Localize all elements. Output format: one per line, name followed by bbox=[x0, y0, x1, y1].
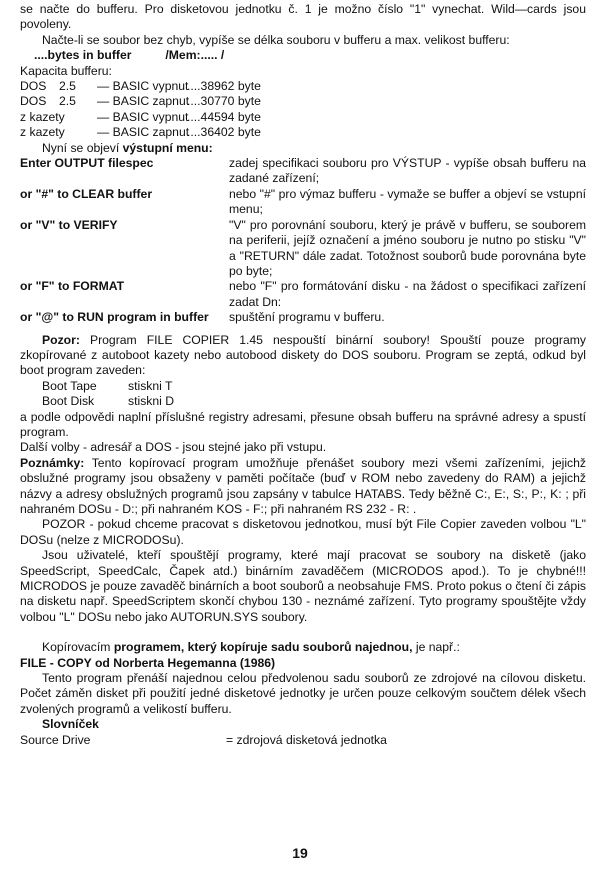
capacity-value: ....44594 byte bbox=[187, 109, 261, 124]
menu-option bbox=[20, 187, 586, 218]
capacity-basic: — BASIC zapnut bbox=[97, 125, 190, 140]
menu-option-key: or "#" to CLEAR buffer bbox=[20, 186, 153, 201]
bytes-in-buffer-line: ....bytes in buffer /Mem:..... / bbox=[34, 48, 225, 63]
menu-option-key: or "V" to VERIFY bbox=[20, 217, 118, 232]
dictionary-row bbox=[20, 733, 586, 748]
boot-option bbox=[20, 379, 586, 394]
dalsi-volby-line: Další volby - adresář a DOS - jsou stejné jako při vstupu. bbox=[20, 440, 327, 455]
menu-option bbox=[20, 279, 586, 310]
pozor-paragraph bbox=[20, 333, 586, 379]
menu-intro-text: Nyní se objeví bbox=[42, 140, 123, 155]
dictionary-definition: = zdrojová disketová jednotka bbox=[226, 732, 387, 747]
capacity-version: 2.5 bbox=[59, 79, 76, 94]
kopirovani-intro bbox=[20, 640, 586, 655]
after-boot-paragraph: a podle odpovědi naplní příslušné registry adresami, přesune obsah bufferu na správné adresy a spustí program. bbox=[20, 409, 586, 439]
pozor-disk-paragraph: POZOR - pokud chceme pracovat s disketovou jednotkou, musí být File Copier zaveden volbou "L" DOSu (nelze z MICRODOSu). bbox=[20, 517, 586, 547]
capacity-source: z kazety bbox=[20, 109, 65, 124]
intro-paragraph: se načte do bufferu. Pro disketovou jednotku č. 1 je možno číslo "1" vynechat. Wild—cards jsou povoleny. bbox=[20, 2, 586, 32]
menu-option-key: Enter OUTPUT filespec bbox=[20, 156, 154, 171]
users-paragraph: Jsou uživatelé, kteří spouštějí programy, které mají pracovat se soubory na disketě (jako SpeedScript, SpeedCalc, Čapek atd.) binárním zavaděčem (MICRODOS apod.). To je chybné!!! MICRODOS je pouze zavaděč binárních a boot souborů a neobsahuje FMS. Proto pokus o čtení či zápis na disketu např. SpeedScriptem skončí chybou 130 - neznámé zařízení. Tyto programy spouštějte vždy volbou "L" DOSu nebo jako AUTORUN.SYS soubory. bbox=[20, 548, 586, 624]
file-copy-heading: FILE - COPY od Norberta Hegemanna (1986) bbox=[20, 655, 276, 670]
boot-option bbox=[20, 394, 586, 409]
dictionary-term: Source Drive bbox=[20, 732, 91, 747]
menu-option bbox=[20, 218, 586, 280]
menu-option-key: or "@" to RUN program in buffer bbox=[20, 310, 209, 325]
capacity-label: Kapacita bufferu: bbox=[20, 63, 112, 78]
capacity-source: z kazety bbox=[20, 125, 65, 140]
output-menu bbox=[20, 156, 586, 325]
kopirovani-text: Kopírovacím bbox=[42, 640, 114, 655]
slovnicek-heading: Slovníček bbox=[42, 717, 99, 732]
capacity-basic: — BASIC zapnut bbox=[97, 94, 190, 109]
poznamky-text: Tento kopírovací program umožňuje přenášet soubory mezi všemi zařízeními, jejichž obslužné programy jsou obsaženy v paměti počítače (buď v ROM nebo zavedeny do RAM) a jejichž názvy a adresy obslužných programů jsou zapsány v tabulce HATABS. Tedy běžně C:, E:, S:, P:, K: ; při nahraném DOSu - D:; při nahraném KOS - F:; při nahraném RS 232 - R: . bbox=[20, 455, 586, 516]
menu-option-desc: zadej specifikaci souboru pro VÝSTUP - vypíše obsah bufferu na zadané zařízení; bbox=[229, 156, 586, 186]
menu-option-desc: spuštění programu v bufferu. bbox=[229, 310, 385, 325]
file-copy-paragraph: Tento program přenáší najednou celou předvolenou sadu souborů ze zdrojové na cílovou disketu. Počet záměn disket při použití jedné disketové jednotky je určen pouze celkovým součtem délek všech zvolených programů a velikostí bufferu. bbox=[20, 671, 586, 716]
document-page bbox=[20, 2, 586, 748]
pozor-label: Pozor: bbox=[42, 332, 80, 347]
capacity-source: DOS bbox=[20, 94, 47, 109]
poznamky-paragraph bbox=[20, 456, 586, 518]
capacity-basic: — BASIC vypnut bbox=[97, 79, 189, 94]
capacity-version: 2.5 bbox=[59, 94, 76, 109]
pozor-text: Program FILE COPIER 1.45 nespouští binární soubory! Spouští pouze programy zkopírované z autoboot kazety nebo autobood diskety do DOS souboru. Program se zeptá, odkud byl boot program zaveden: bbox=[20, 332, 586, 378]
menu-option bbox=[20, 156, 586, 187]
menu-option-desc: "V" pro porovnání souboru, který je právě v bufferu, se souborem na periferii, jejíž označení a jméno souboru je nutno po stisku "V" a "RETURN" dále zadat. Totožnost souborů bude porovnána byte po byte; bbox=[229, 217, 586, 278]
intro-paragraph-2: Načte-li se soubor bez chyb, vypíše se délka souboru v bufferu a max. velikost bufferu: bbox=[42, 32, 510, 47]
capacity-row bbox=[20, 125, 586, 140]
capacity-value: ....36402 byte bbox=[187, 125, 261, 140]
capacity-value: ....38962 byte bbox=[187, 79, 261, 94]
capacity-source: DOS bbox=[20, 79, 47, 94]
boot-option-name: Boot Tape bbox=[42, 378, 97, 393]
capacity-row bbox=[20, 79, 586, 94]
capacity-table bbox=[20, 79, 586, 141]
menu-intro bbox=[20, 141, 586, 156]
capacity-basic: — BASIC vypnut bbox=[97, 109, 189, 124]
menu-option bbox=[20, 310, 586, 325]
capacity-value: ....30770 byte bbox=[187, 94, 261, 109]
kopirovani-bold: programem, který kopíruje sadu souborů najednou, bbox=[113, 640, 413, 655]
capacity-row bbox=[20, 94, 586, 109]
menu-option-key: or "F" to FORMAT bbox=[20, 279, 125, 294]
page-number: 19 bbox=[292, 845, 308, 861]
menu-option-desc: nebo "F" pro formátování disku - na žádost o specifikaci zařízení zadat Dn: bbox=[229, 279, 586, 309]
boot-option-name: Boot Disk bbox=[42, 394, 95, 409]
capacity-row bbox=[20, 110, 586, 125]
menu-option-desc: nebo "#" pro výmaz bufferu - vymaže se buffer a objeví se vstupní menu; bbox=[229, 186, 586, 217]
boot-option-key: stiskni T bbox=[128, 378, 173, 393]
poznamky-label: Poznámky: bbox=[20, 455, 85, 470]
kopirovani-text-end: je např.: bbox=[412, 640, 460, 655]
boot-option-key: stiskni D bbox=[128, 394, 175, 409]
menu-intro-bold: výstupní menu: bbox=[122, 140, 213, 155]
